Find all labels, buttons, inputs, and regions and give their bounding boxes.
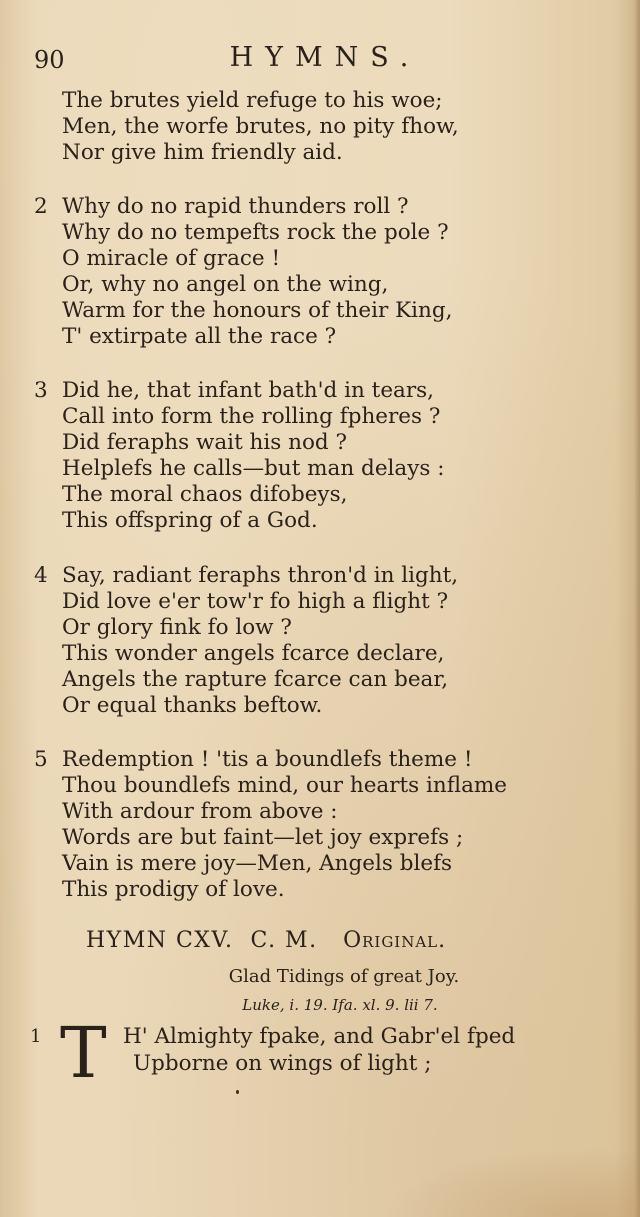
verse-line: Upborne on wings of light ; — [133, 1051, 432, 1076]
stanza-number: 3 — [34, 378, 48, 403]
verse-line: Men, the worfe brutes, no pity fhow, — [62, 114, 459, 139]
page-number: 90 — [34, 46, 65, 74]
verse-line: Thou boundlefs mind, our hearts inflame — [62, 773, 508, 798]
verse-line: T' extirpate all the race ? — [62, 324, 337, 349]
page-header — [0, 40, 640, 80]
verse-line: This wonder angels fcarce declare, — [62, 641, 445, 666]
hymn-number: HYMN CXV. — [86, 928, 234, 953]
stanza-4 — [34, 563, 459, 719]
verse-line: H' Almighty fpake, and Gabr'el fped — [123, 1024, 516, 1049]
running-head: HYMNS. — [229, 42, 421, 73]
verse-line: Did feraphs wait his nod ? — [62, 430, 348, 455]
verse-line: Call into form the rolling fpheres ? — [62, 404, 441, 429]
page-edge-shadow — [634, 0, 640, 1217]
hymn-subtitle: Glad Tidings of great Joy. — [228, 966, 460, 987]
stanza-3 — [34, 378, 445, 534]
verse-line: Vain is mere joy—Men, Angels blefs — [62, 851, 453, 876]
hymn-meter: C. M. — [250, 928, 318, 953]
paper-stain — [380, 1147, 640, 1217]
verse-line: O miracle of grace ! — [62, 246, 281, 271]
verse-line: Redemption ! 'tis a boundlefs theme ! — [62, 747, 473, 772]
verse-line: Say, radiant feraphs thron'd in light, — [62, 563, 459, 588]
verse-line: Did love e'er tow'r fo high a flight ? — [62, 589, 449, 614]
stanza-number: 5 — [34, 747, 48, 772]
verse-line: The brutes yield refuge to his woe; — [62, 88, 443, 113]
ink-speck — [236, 1090, 239, 1094]
drop-cap-letter: T — [60, 1012, 107, 1094]
stanza-number: 2 — [34, 194, 48, 219]
verse-line: The moral chaos difobeys, — [62, 482, 348, 507]
verse-line: Why do no rapid thunders roll ? — [62, 194, 409, 219]
verse-line: Did he, that infant bath'd in tears, — [62, 378, 435, 403]
stanza-5 — [34, 747, 508, 903]
verse-line: Or glory fink fo low ? — [62, 615, 292, 640]
verse-line: Nor give him friendly aid. — [62, 140, 343, 165]
verse-line: Angels the rapture fcarce can bear, — [62, 667, 449, 692]
verse-line: Words are but faint—let joy exprefs ; — [62, 825, 464, 850]
stanza-number: 1 — [30, 1026, 42, 1047]
verse-line: This offspring of a God. — [62, 508, 318, 533]
verse-line: Helplefs he calls—but man delays : — [62, 456, 445, 481]
verse-line: Or equal thanks beftow. — [62, 693, 323, 718]
verse-line: With ardour from above : — [62, 799, 338, 824]
verse-line: Warm for the honours of their King, — [62, 298, 453, 323]
hymn-first-stanza — [30, 1012, 630, 1094]
stanza-2 — [34, 194, 453, 350]
verse-line: Why do no tempefts rock the pole ? — [62, 220, 449, 245]
stanza-number: 4 — [34, 563, 48, 588]
verse-line: Or, why no angel on the wing, — [62, 272, 389, 297]
scripture-references: Luke, i. 19. Ifa. xl. 9. lii 7. — [242, 996, 438, 1014]
verse-line: This prodigy of love. — [62, 877, 285, 902]
hymn-title — [86, 928, 446, 953]
hymn-source: Original. — [343, 928, 447, 953]
stanza-continued — [62, 88, 459, 166]
